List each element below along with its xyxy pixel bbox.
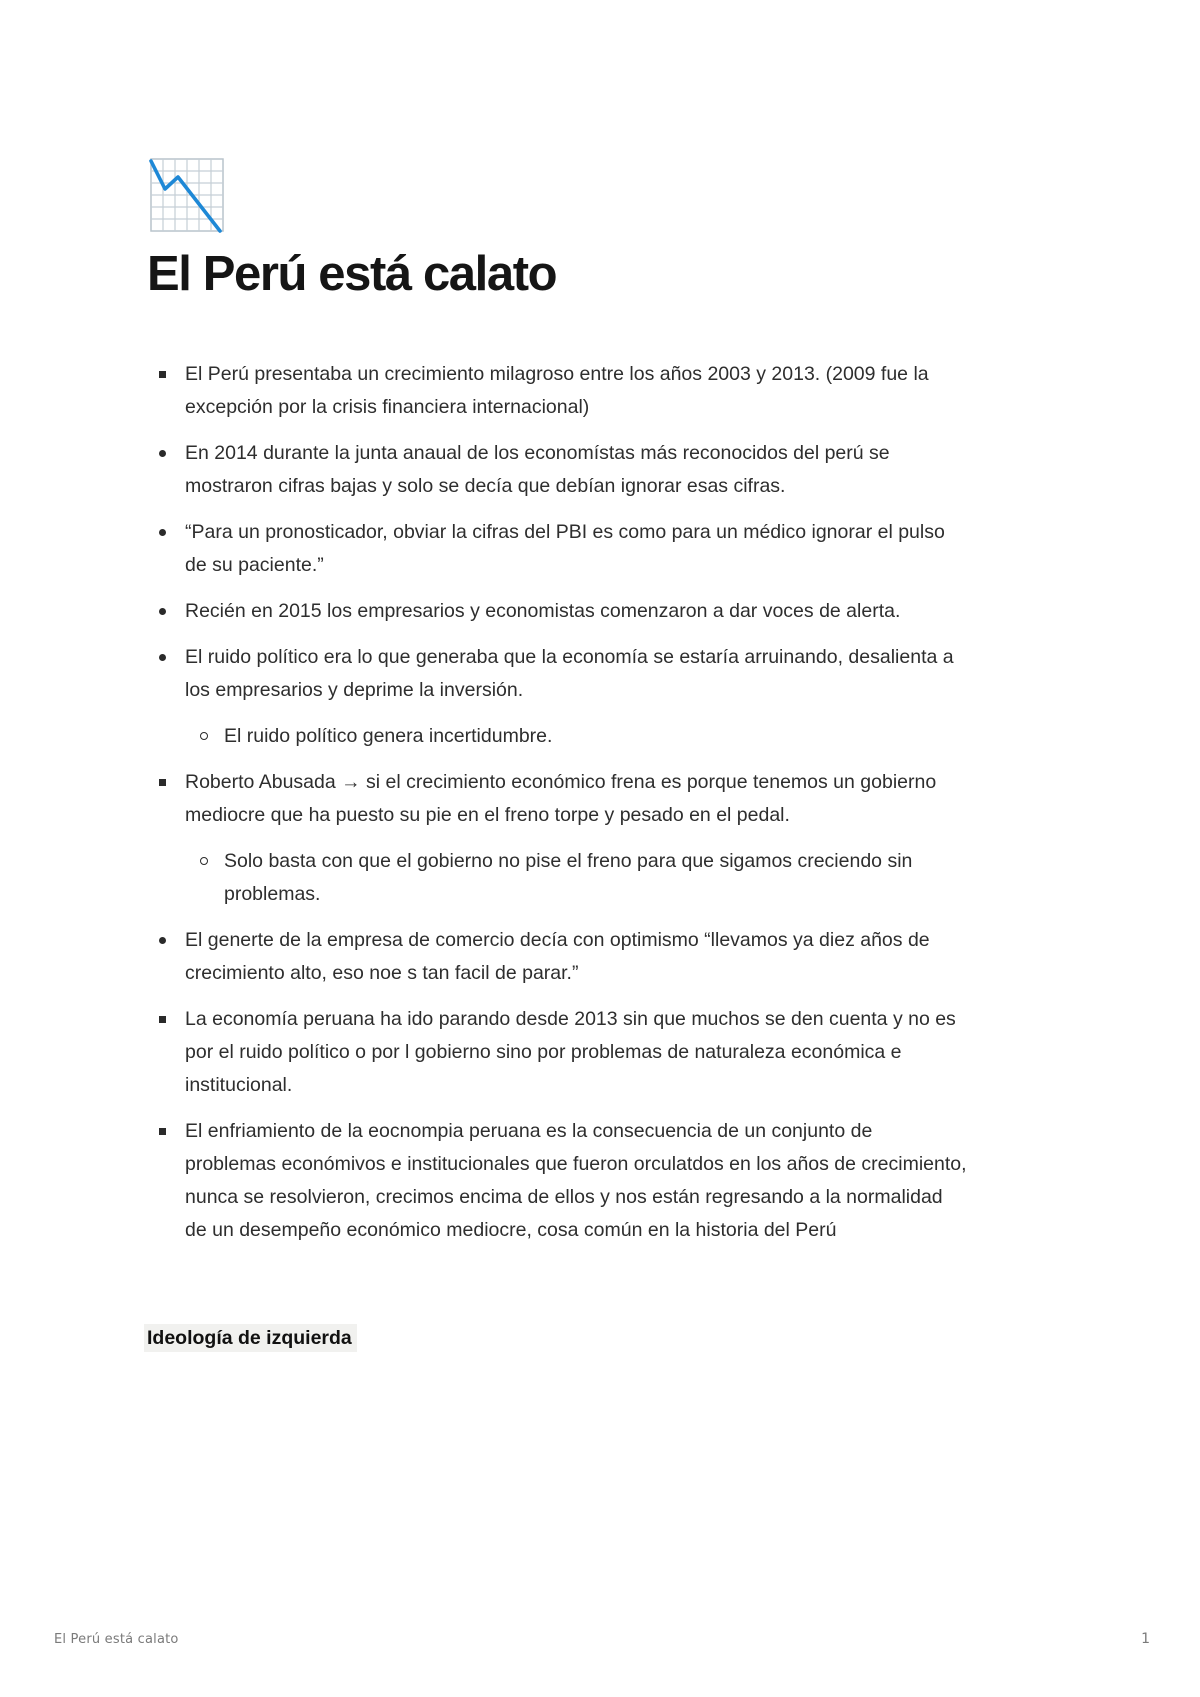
bullet-dot-icon	[159, 529, 166, 536]
bullet-dot-icon	[159, 654, 166, 661]
list-item	[147, 1003, 967, 1102]
list-item	[147, 516, 967, 582]
list-item-text: El ruido político era lo que generaba que la economía se estaría arruinando, desalienta a los empresarios y deprime la inversión.	[185, 646, 954, 701]
list-item-text: La economía peruana ha ido parando desde 2013 sin que muchos se den cuenta y no es por el ruido político o por l gobierno sino por problemas de naturaleza económica e institucional.	[185, 1008, 956, 1096]
bullet-square-icon	[159, 371, 166, 378]
sub-list-item	[185, 720, 967, 753]
footer-title: El Perú está calato	[54, 1632, 179, 1647]
list-item	[147, 641, 967, 753]
bullet-dot-icon	[159, 608, 166, 615]
list-item-text: Roberto Abusada → si el crecimiento económico frena es porque tenemos un gobierno mediocre que ha puesto su pie en el freno torpe y pesado en el pedal.	[185, 771, 937, 826]
page-title: El Perú está calato	[147, 247, 557, 301]
bullet-dot-icon	[159, 450, 166, 457]
bullet-circle-icon	[200, 732, 208, 740]
bullet-square-icon	[159, 1016, 166, 1023]
list-item	[147, 1115, 967, 1247]
bullet-list	[147, 358, 967, 1260]
footer-page-number: 1	[1141, 1631, 1150, 1647]
sub-list	[185, 845, 967, 911]
list-item	[147, 437, 967, 503]
bullet-square-icon	[159, 779, 166, 786]
bullet-circle-icon	[200, 857, 208, 865]
list-item-text: El Perú presentaba un crecimiento milagroso entre los años 2003 y 2013. (2009 fue la excepción por la crisis financiera internacional)	[185, 363, 929, 418]
list-item	[147, 595, 967, 628]
sub-list-item	[185, 845, 967, 911]
list-item-text: Recién en 2015 los empresarios y economistas comenzaron a dar voces de alerta.	[185, 600, 901, 622]
list-item	[147, 924, 967, 990]
sub-list	[185, 720, 967, 753]
bullet-dot-icon	[159, 937, 166, 944]
section-heading: Ideología de izquierda	[144, 1324, 357, 1352]
list-item-text: El generte de la empresa de comercio decía con optimismo “llevamos ya diez años de crecimiento alto, eso noe s tan facil de parar.”	[185, 929, 930, 984]
list-item-text: “Para un pronosticador, obviar la cifras del PBI es como para un médico ignorar el pulso de su paciente.”	[185, 521, 945, 576]
list-item-text: El enfriamiento de la eocnompia peruana es la consecuencia de un conjunto de problemas económivos e institucionales que fueron orculatdos en los años de crecimiento, nunca se resolvieron, crecimos encima de ellos y nos están regresando a la normalidad de un desempeño económico mediocre, cosa común en la historia del Perú	[185, 1120, 967, 1241]
list-item	[147, 766, 967, 911]
sub-list-item-text: Solo basta con que el gobierno no pise el freno para que sigamos creciendo sin problemas.	[224, 850, 913, 905]
bullet-square-icon	[159, 1128, 166, 1135]
chart-decreasing-icon	[148, 156, 226, 234]
list-item-text: En 2014 durante la junta anaual de los economístas más reconocidos del perú se mostraron cifras bajas y solo se decía que debían ignorar esas cifras.	[185, 442, 890, 497]
list-item	[147, 358, 967, 424]
sub-list-item-text: El ruido político genera incertidumbre.	[224, 725, 553, 747]
